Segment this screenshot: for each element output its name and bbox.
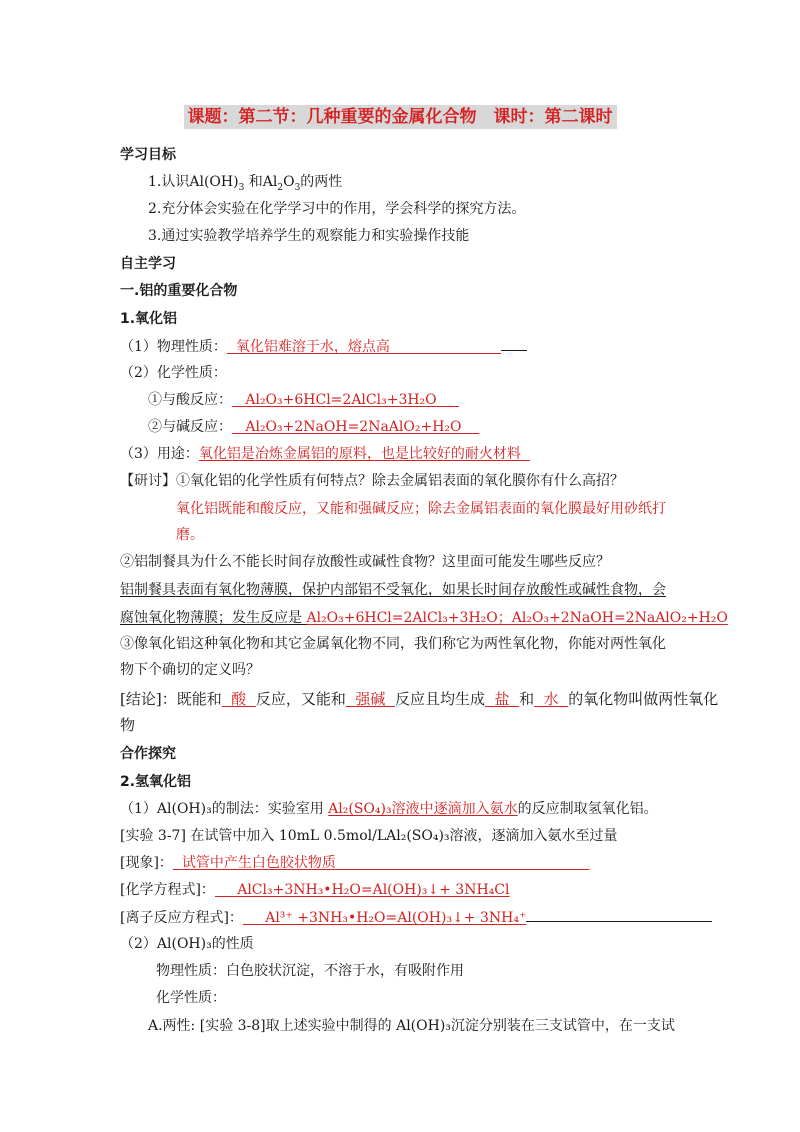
conclusion-base: 强碱 [355,690,386,708]
properties-label: （2）Al(OH)₃的性质 [120,936,254,952]
cooperation-heading: 合作探究 [120,746,176,762]
preparation-line: （1）Al(OH)₃的制法：实验室用 Al₂(SO₄)₃溶液中逐滴加入氨水的反应制取氢氧化铝。 [120,801,658,817]
physical-property-line: （1）物理性质： 氧化铝难溶于水，熔点高 [120,336,527,357]
conclusion-line-2: 物 [120,716,136,734]
page-title: 课题：第二节：几种重要的金属化合物 课时：第二课时 [0,104,800,130]
conclusion-acid: 酸 [231,690,247,708]
discussion-question-3b: 物下个确切的定义吗？ [120,662,260,678]
acid-reaction-answer: Al₂O₃+6HCl=2AlCl₃+3H₂O [245,392,437,408]
amphoteric-line: A.两性: [实验 3-8]取上述实验中制得的 Al(OH)₃沉淀分别装在三支试管中，在一支试 [148,1018,675,1034]
section-1-heading: 一.铝的重要化合物 [120,283,238,299]
discussion-answer-1b: 磨。 [176,527,204,543]
base-reaction-answer: Al₂O₃+2NaOH=2NaAlO₂+H₂O [245,419,462,435]
acid-reaction-line: ①与酸反应： Al₂O₃+6HCl=2AlCl₃+3H₂O [148,390,459,410]
preparation-answer: Al₂(SO₄)₃溶液中逐滴加入氨水 [328,801,518,817]
ionic-equation-line: [离子反应方程式]： Al³⁺ +3NH₃•H₂O=Al(OH)₃↓+ 3NH₄⁺ [120,907,712,928]
conclusion-salt: 盐 [494,690,510,708]
physical-properties: 物理性质：白色胶状沉淀，不溶于水，有吸附作用 [156,963,464,979]
base-reaction-line: ②与碱反应： Al₂O₃+2NaOH=2NaAlO₂+H₂O [148,417,479,437]
discussion-answer-2-equations: Al₂O₃+6HCl=2AlCl₃+3H₂O；Al₂O₃+2NaOH=2NaAlO₂+H₂O [306,610,728,626]
phenomenon-answer: 试管中产生白色胶状物质 [181,855,336,871]
discussion-question-3a: ③像氧化铝这种氧化物和其它金属氧化物不同，我们称它为两性氧化物，你能对两性氧化 [120,636,666,652]
discussion-answer-1a: 氧化铝既能和酸反应，又能和强碱反应；除去金属铝表面的氧化膜最好用砂纸打 [176,501,666,517]
chemical-property-label: （2）化学性质： [120,365,227,381]
conclusion-line: [结论]：既能和 酸 反应，又能和 强碱 反应且均生成 盐 和 水 的氧化物叫做两性氧化 [120,690,719,708]
use-line: （3）用途：氧化铝是冶炼金属铝的原料，也是比较好的耐火材料 [120,446,521,462]
chemical-equation-answer: AlCl₃+3NH₃•H₂O=Al(OH)₃↓+ 3NH₄Cl [237,882,510,898]
discussion-answer-2a: 铝制餐具表面有氧化物薄膜，保护内部铝不受氧化，如果长时间存放酸性或碱性食物，会 [120,582,666,598]
self-study-heading: 自主学习 [120,256,176,272]
alumina-heading: 1.氧化铝 [120,311,178,327]
objective-3: 3.通过实验教学培养学生的观察能力和实验操作技能 [148,228,470,244]
objective-2: 2.充分体会实验在化学学习中的作用，学会科学的探究方法。 [148,201,526,217]
use-answer: 氧化铝是冶炼金属铝的原料，也是比较好的耐火材料 [198,446,521,462]
discussion-answer-2b: 腐蚀氧化物薄膜；发生反应是 Al₂O₃+6HCl=2AlCl₃+3H₂O；Al₂O₃+2NaOH=2NaAlO₂+H₂O [120,610,728,626]
conclusion-water: 水 [543,690,559,708]
phenomenon-line: [现象]： 试管中产生白色胶状物质 [120,853,590,873]
ionic-equation-answer: Al³⁺ +3NH₃•H₂O=Al(OH)₃↓+ 3NH₄⁺ [265,910,527,926]
physical-property-answer: 氧化铝难溶于水，熔点高 [235,339,390,355]
chemical-equation-line: [化学方程式]： AlCl₃+3NH₃•H₂O=Al(OH)₃↓+ 3NH₄Cl [120,882,510,898]
experiment-3-7: [实验 3-7] 在试管中加入 10mL 0.5mol/LAl₂(SO₄)₃溶液，逐滴加入氨水至过量 [120,828,618,844]
aluminum-hydroxide-heading: 2.氢氧化铝 [120,774,192,790]
discussion-question-2: ②铝制餐具为什么不能长时间存放酸性或碱性食物？这里面可能发生哪些反应？ [120,554,610,570]
objectives-heading: 学习目标 [120,147,176,163]
discussion-question-1: 【研讨】①氧化铝的化学性质有何特点？除去金属铝表面的氧化膜你有什么高招？ [120,473,624,489]
objective-1: 1.认识$Al(OH)_3$ 和$Al_2O_3$的两性 [148,174,343,193]
chemical-properties-label: 化学性质： [156,990,226,1006]
